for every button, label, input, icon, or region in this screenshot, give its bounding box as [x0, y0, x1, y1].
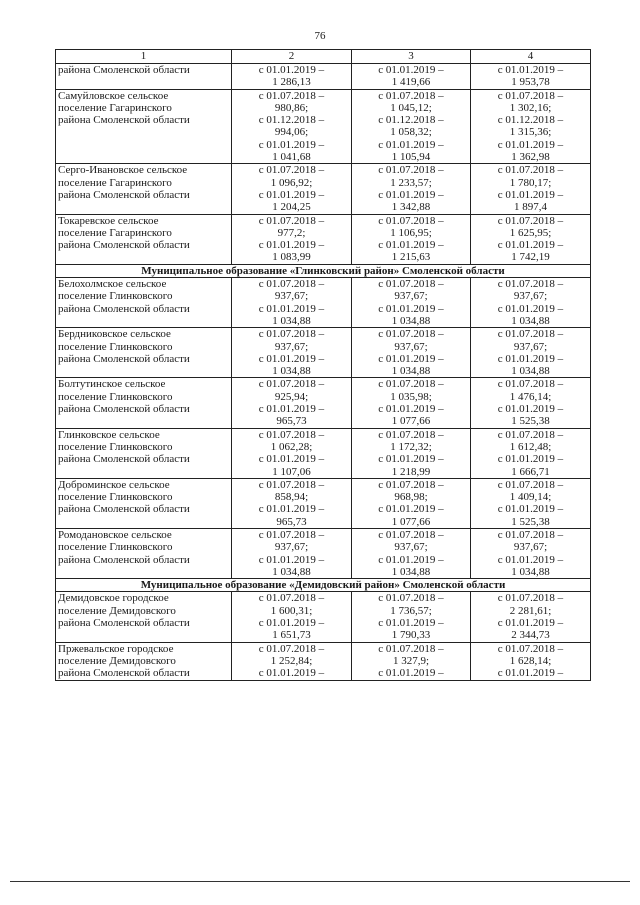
- tariff-line: с 01.07.2018 –: [378, 478, 444, 491]
- tariff-line: с 01.12.2018 –: [378, 114, 444, 127]
- table-row: [56, 328, 591, 378]
- header-cell-3: 3: [352, 50, 471, 64]
- settlement-name-line: района Смоленской области: [58, 302, 190, 315]
- tariff-cell-c4: [471, 592, 591, 642]
- tariff-cell-c3: [352, 478, 471, 528]
- settlement-name-line: Самуйловское сельское: [58, 89, 169, 102]
- tariff-line: 1 476,14;: [509, 390, 552, 403]
- tariff-line: 1 342,88: [391, 201, 431, 214]
- tariff-cell-c4: [471, 428, 591, 478]
- settlement-name-line: Доброминское сельское: [58, 478, 170, 491]
- settlement-name-line: поселение Демидовского: [58, 654, 176, 667]
- tariff-line: с 01.01.2019 –: [258, 403, 325, 416]
- tariff-line: 1 302,16;: [509, 101, 552, 114]
- tariff-line: с 01.07.2018 –: [258, 164, 325, 177]
- tariff-line: 1 252,84;: [270, 654, 313, 667]
- tariff-cell-c2: [232, 278, 352, 328]
- tariff-line: с 01.01.2019 –: [258, 239, 325, 252]
- settlement-name-cell: [56, 89, 232, 164]
- tariff-line: 1 419,66: [391, 76, 431, 89]
- tariff-line: с 01.07.2018 –: [378, 164, 444, 177]
- tariff-line: с 01.01.2019 –: [378, 188, 444, 201]
- tariff-line: 1 600,31;: [270, 604, 313, 617]
- settlement-name-line: района Смоленской области: [58, 667, 190, 680]
- tariff-line: 1 790,33: [391, 629, 431, 642]
- tariff-cell-c3: [352, 278, 471, 328]
- tariff-line: 858,94;: [274, 491, 309, 504]
- table-row: [56, 428, 591, 478]
- tariff-cell-c2: [232, 592, 352, 642]
- tariff-line: с 01.07.2018 –: [497, 89, 564, 102]
- tariff-cell-c2: [232, 528, 352, 578]
- tariff-line: с 01.07.2018 –: [258, 478, 325, 491]
- section-title: Муниципальное образование «Демидовский район» Смоленской области: [56, 579, 591, 592]
- tariff-line: 1 041,68: [272, 151, 311, 164]
- tariff-line: с 01.12.2018 –: [258, 114, 325, 127]
- tariff-line: 1 034,88: [272, 314, 311, 327]
- settlement-name-cell: [56, 428, 232, 478]
- tariff-line: с 01.01.2019 –: [258, 138, 325, 151]
- section-title: Муниципальное образование «Глинковский район» Смоленской области: [56, 264, 591, 277]
- settlement-name-line: поселение Гагаринского: [58, 101, 172, 114]
- tariff-line: 1 106,95;: [390, 226, 432, 239]
- tariff-line: 1 172,32;: [390, 440, 432, 453]
- tariff-line: 1 035,98;: [390, 390, 432, 403]
- tariff-line: 937,67;: [513, 340, 548, 353]
- tariff-cell-c2: [232, 89, 352, 164]
- tariff-cell-c4: [471, 278, 591, 328]
- settlement-name-line: Ромодановское сельское: [58, 528, 172, 541]
- tariff-line: 1 045,12;: [390, 101, 432, 114]
- tariff-table: [55, 49, 591, 681]
- tariff-line: с 01.07.2018 –: [258, 428, 325, 441]
- settlement-name-line: района Смоленской области: [58, 114, 190, 127]
- tariff-line: с 01.01.2019 –: [497, 138, 564, 151]
- settlement-name-line: поселение Демидовского: [58, 604, 176, 617]
- tariff-line: 1 327,9;: [392, 654, 430, 667]
- tariff-line: с 01.07.2018 –: [378, 328, 444, 341]
- tariff-line: с 01.07.2018 –: [258, 278, 325, 291]
- tariff-cell-c4: [471, 328, 591, 378]
- settlement-name-line: района Смоленской области: [58, 188, 190, 201]
- tariff-line: 1 034,88: [511, 565, 550, 578]
- page-number: 76: [314, 30, 326, 42]
- tariff-line: 2 344,73: [511, 629, 550, 642]
- table-row: [56, 89, 591, 164]
- tariff-cell-c3: [352, 89, 471, 164]
- settlement-name-cell: [56, 592, 232, 642]
- tariff-line: с 01.07.2018 –: [497, 164, 564, 177]
- tariff-cell-c3: [352, 378, 471, 428]
- tariff-line: 937,67;: [513, 290, 548, 303]
- tariff-line: с 01.01.2019 –: [258, 352, 325, 365]
- settlement-name-line: Глинковское сельское: [58, 428, 160, 441]
- tariff-line: с 01.01.2019 –: [378, 239, 444, 252]
- settlement-name-line: Серго-Ивановское сельское: [58, 164, 188, 177]
- tariff-line: 1 736,57;: [390, 604, 432, 617]
- tariff-line: с 01.07.2018 –: [497, 428, 564, 441]
- settlement-name-cell: [56, 164, 232, 214]
- tariff-line: с 01.01.2019 –: [378, 617, 444, 630]
- tariff-line: с 01.01.2019 –: [378, 453, 444, 466]
- tariff-line: с 01.07.2018 –: [497, 278, 564, 291]
- header-cell-2: 2: [232, 50, 352, 64]
- settlement-name-cell: [56, 478, 232, 528]
- tariff-cell-c4: [471, 642, 591, 680]
- tariff-line: 1 953,78: [511, 76, 550, 89]
- tariff-line: 1 058,32;: [390, 126, 432, 139]
- tariff-line: с 01.01.2019 –: [378, 302, 444, 315]
- tariff-line: 1 362,98: [511, 151, 550, 164]
- tariff-line: 1 077,66: [391, 415, 431, 428]
- tariff-line: с 01.01.2019 –: [258, 617, 325, 630]
- table-row: [56, 478, 591, 528]
- tariff-line: 1 034,88: [272, 365, 311, 378]
- table-row: [56, 642, 591, 680]
- tariff-line: 2 281,61;: [509, 604, 552, 617]
- settlement-name-line: поселение Глинковского: [58, 541, 173, 554]
- tariff-line: 1 107,06: [272, 465, 311, 478]
- tariff-line: 1 105,94: [391, 151, 431, 164]
- settlement-name-line: района Смоленской области: [58, 503, 190, 516]
- settlement-name-line: поселение Глинковского: [58, 340, 173, 353]
- tariff-line: с 01.01.2019 –: [378, 553, 444, 566]
- table-row: [56, 278, 591, 328]
- tariff-line: 980,86;: [274, 101, 309, 114]
- tariff-line: с 01.07.2018 –: [258, 89, 325, 102]
- tariff-line: с 01.07.2018 –: [378, 642, 444, 655]
- tariff-line: 1 062,28;: [270, 440, 313, 453]
- tariff-line: с 01.01.2019 –: [258, 503, 325, 516]
- tariff-line: 1 612,48;: [509, 440, 552, 453]
- tariff-line: 968,98;: [394, 491, 428, 504]
- tariff-line: с 01.01.2019 –: [258, 302, 325, 315]
- tariff-cell-c3: [352, 428, 471, 478]
- tariff-line: с 01.01.2019 –: [378, 403, 444, 416]
- tariff-line: с 01.07.2018 –: [497, 478, 564, 491]
- tariff-line: 1 286,13: [272, 76, 311, 89]
- header-cell-1: 1: [56, 50, 232, 64]
- tariff-cell-c2: [232, 478, 352, 528]
- tariff-line: с 01.07.2018 –: [258, 528, 325, 541]
- tariff-line: 1 215,63: [391, 251, 431, 264]
- header-cell-4: 4: [471, 50, 591, 64]
- table-row: [56, 214, 591, 264]
- tariff-line: с 01.01.2019 –: [497, 239, 564, 252]
- settlement-name-cell: [56, 278, 232, 328]
- tariff-line: с 01.01.2019 –: [497, 503, 564, 516]
- tariff-line: 994,06;: [274, 126, 309, 139]
- tariff-cell-c3: [352, 592, 471, 642]
- table-row: [56, 528, 591, 578]
- tariff-line: 1 034,88: [272, 565, 311, 578]
- tariff-line: с 01.01.2019 –: [497, 352, 564, 365]
- tariff-line: с 01.01.2019 –: [497, 453, 564, 466]
- tariff-cell-c2: [232, 428, 352, 478]
- tariff-line: 1 525,38: [511, 415, 550, 428]
- tariff-cell-c4: [471, 528, 591, 578]
- tariff-cell-c2: [232, 64, 352, 90]
- settlement-name-line: Болтутинское сельское: [58, 378, 166, 391]
- tariff-cell-c4: [471, 89, 591, 164]
- section-header-row: [56, 264, 591, 277]
- settlement-name-line: поселение Гагаринского: [58, 176, 172, 189]
- tariff-line: 1 034,88: [391, 365, 431, 378]
- tariff-cell-c2: [232, 378, 352, 428]
- tariff-line: 1 077,66: [391, 515, 431, 528]
- settlement-name-line: поселение Гагаринского: [58, 226, 172, 239]
- tariff-line: 1 034,88: [511, 314, 550, 327]
- tariff-line: 1 233,57;: [390, 176, 432, 189]
- settlement-name-cell: [56, 64, 232, 90]
- tariff-cell-c3: [352, 214, 471, 264]
- tariff-line: 925,94;: [274, 390, 309, 403]
- settlement-name-line: района Смоленской области: [58, 403, 190, 416]
- tariff-line: 1 666,71: [511, 465, 550, 478]
- tariff-cell-c2: [232, 642, 352, 680]
- tariff-line: 937,67;: [513, 541, 548, 554]
- tariff-line: с 01.07.2018 –: [378, 428, 444, 441]
- tariff-line: с 01.01.2019 –: [497, 403, 564, 416]
- tariff-line: 1 083,99: [272, 251, 311, 264]
- settlement-name-cell: [56, 378, 232, 428]
- tariff-line: с 01.01.2019 –: [378, 138, 444, 151]
- settlement-name-line: района Смоленской области: [58, 352, 190, 365]
- tariff-line: с 01.01.2019 –: [258, 64, 325, 76]
- tariff-line: с 01.01.2019 –: [378, 64, 444, 76]
- tariff-line: 1 409,14;: [509, 491, 552, 504]
- tariff-line: с 01.01.2019 –: [258, 667, 325, 680]
- tariff-line: 1 625,95;: [509, 226, 552, 239]
- tariff-line: с 01.07.2018 –: [378, 378, 444, 391]
- tariff-cell-c3: [352, 328, 471, 378]
- tariff-line: с 01.07.2018 –: [258, 378, 325, 391]
- tariff-line: 1 218,99: [391, 465, 431, 478]
- tariff-cell-c4: [471, 478, 591, 528]
- tariff-line: 937,67;: [394, 290, 428, 303]
- tariff-line: 1 628,14;: [509, 654, 552, 667]
- tariff-line: с 01.07.2018 –: [378, 592, 444, 605]
- table-row: [56, 164, 591, 214]
- tariff-line: 1 204,25: [272, 201, 311, 214]
- tariff-line: с 01.12.2018 –: [497, 114, 564, 127]
- tariff-cell-c4: [471, 64, 591, 90]
- tariff-cell-c3: [352, 642, 471, 680]
- tariff-line: 1 034,88: [391, 314, 431, 327]
- tariff-line: с 01.01.2019 –: [497, 667, 564, 680]
- tariff-line: с 01.01.2019 –: [497, 302, 564, 315]
- table-row: [56, 64, 591, 90]
- bottom-rule: [10, 881, 630, 882]
- settlement-name-line: Демидовское городское: [58, 592, 169, 605]
- tariff-line: с 01.07.2018 –: [497, 328, 564, 341]
- tariff-cell-c4: [471, 164, 591, 214]
- tariff-line: 1 034,88: [511, 365, 550, 378]
- tariff-line: 1 525,38: [511, 515, 550, 528]
- tariff-cell-c3: [352, 64, 471, 90]
- settlement-name-line: поселение Глинковского: [58, 390, 173, 403]
- tariff-line: с 01.01.2019 –: [378, 503, 444, 516]
- tariff-line: с 01.07.2018 –: [258, 642, 325, 655]
- tariff-line: 1 651,73: [272, 629, 311, 642]
- settlement-name-cell: [56, 214, 232, 264]
- section-header-row: [56, 579, 591, 592]
- tariff-line: с 01.07.2018 –: [378, 89, 444, 102]
- tariff-line: с 01.07.2018 –: [497, 642, 564, 655]
- tariff-line: с 01.01.2019 –: [378, 667, 444, 680]
- tariff-line: с 01.07.2018 –: [378, 214, 444, 227]
- tariff-cell-c2: [232, 328, 352, 378]
- tariff-line: 1 096,92;: [270, 176, 313, 189]
- settlement-name-line: района Смоленской области: [58, 553, 190, 566]
- tariff-line: 1 315,36;: [509, 126, 552, 139]
- tariff-line: с 01.07.2018 –: [497, 378, 564, 391]
- settlement-name-line: Белохолмское сельское: [58, 278, 167, 291]
- tariff-line: 937,67;: [394, 340, 428, 353]
- tariff-cell-c2: [232, 214, 352, 264]
- table-row: [56, 592, 591, 642]
- settlement-name-line: поселение Глинковского: [58, 440, 173, 453]
- tariff-line: 965,73: [276, 415, 307, 428]
- settlement-name-cell: [56, 528, 232, 578]
- settlement-name-line: района Смоленской области: [58, 617, 190, 630]
- tariff-line: с 01.01.2019 –: [497, 553, 564, 566]
- tariff-line: 937,67;: [274, 541, 309, 554]
- tariff-line: с 01.01.2019 –: [258, 453, 325, 466]
- tariff-line: 977,2;: [277, 226, 306, 239]
- settlement-name-line: района Смоленской области: [58, 64, 190, 76]
- settlement-name-line: Бердниковское сельское: [58, 328, 171, 341]
- settlement-name-line: Токаревское сельское: [58, 214, 159, 227]
- tariff-cell-c4: [471, 214, 591, 264]
- tariff-line: 1 742,19: [511, 251, 550, 264]
- tariff-line: 965,73: [276, 515, 307, 528]
- tariff-line: 1 034,88: [391, 565, 431, 578]
- tariff-line: с 01.07.2018 –: [497, 214, 564, 227]
- tariff-cell-c4: [471, 378, 591, 428]
- tariff-line: с 01.01.2019 –: [258, 553, 325, 566]
- tariff-line: с 01.01.2019 –: [497, 64, 564, 76]
- tariff-line: с 01.07.2018 –: [378, 528, 444, 541]
- tariff-line: с 01.07.2018 –: [497, 592, 564, 605]
- tariff-line: 1 897,4: [514, 201, 547, 214]
- settlement-name-line: поселение Глинковского: [58, 491, 173, 504]
- tariff-line: 937,67;: [274, 290, 309, 303]
- tariff-cell-c2: [232, 164, 352, 214]
- settlement-name-cell: [56, 328, 232, 378]
- settlement-name-line: Пржевальское городское: [58, 642, 174, 655]
- tariff-cell-c3: [352, 164, 471, 214]
- table-row: [56, 378, 591, 428]
- tariff-line: с 01.01.2019 –: [258, 188, 325, 201]
- tariff-line: с 01.07.2018 –: [258, 592, 325, 605]
- tariff-cell-c3: [352, 528, 471, 578]
- tariff-line: с 01.07.2018 –: [497, 528, 564, 541]
- tariff-line: 1 780,17;: [509, 176, 552, 189]
- settlement-name-line: района Смоленской области: [58, 239, 190, 252]
- tariff-line: с 01.01.2019 –: [497, 188, 564, 201]
- table-header-row: [56, 50, 591, 64]
- tariff-line: с 01.07.2018 –: [258, 328, 325, 341]
- tariff-line: с 01.07.2018 –: [258, 214, 325, 227]
- tariff-line: с 01.01.2019 –: [497, 617, 564, 630]
- settlement-name-line: района Смоленской области: [58, 453, 190, 466]
- settlement-name-cell: [56, 642, 232, 680]
- tariff-line: 937,67;: [274, 340, 309, 353]
- tariff-line: 937,67;: [394, 541, 428, 554]
- settlement-name-line: поселение Глинковского: [58, 290, 173, 303]
- tariff-line: с 01.07.2018 –: [378, 278, 444, 291]
- tariff-line: с 01.01.2019 –: [378, 352, 444, 365]
